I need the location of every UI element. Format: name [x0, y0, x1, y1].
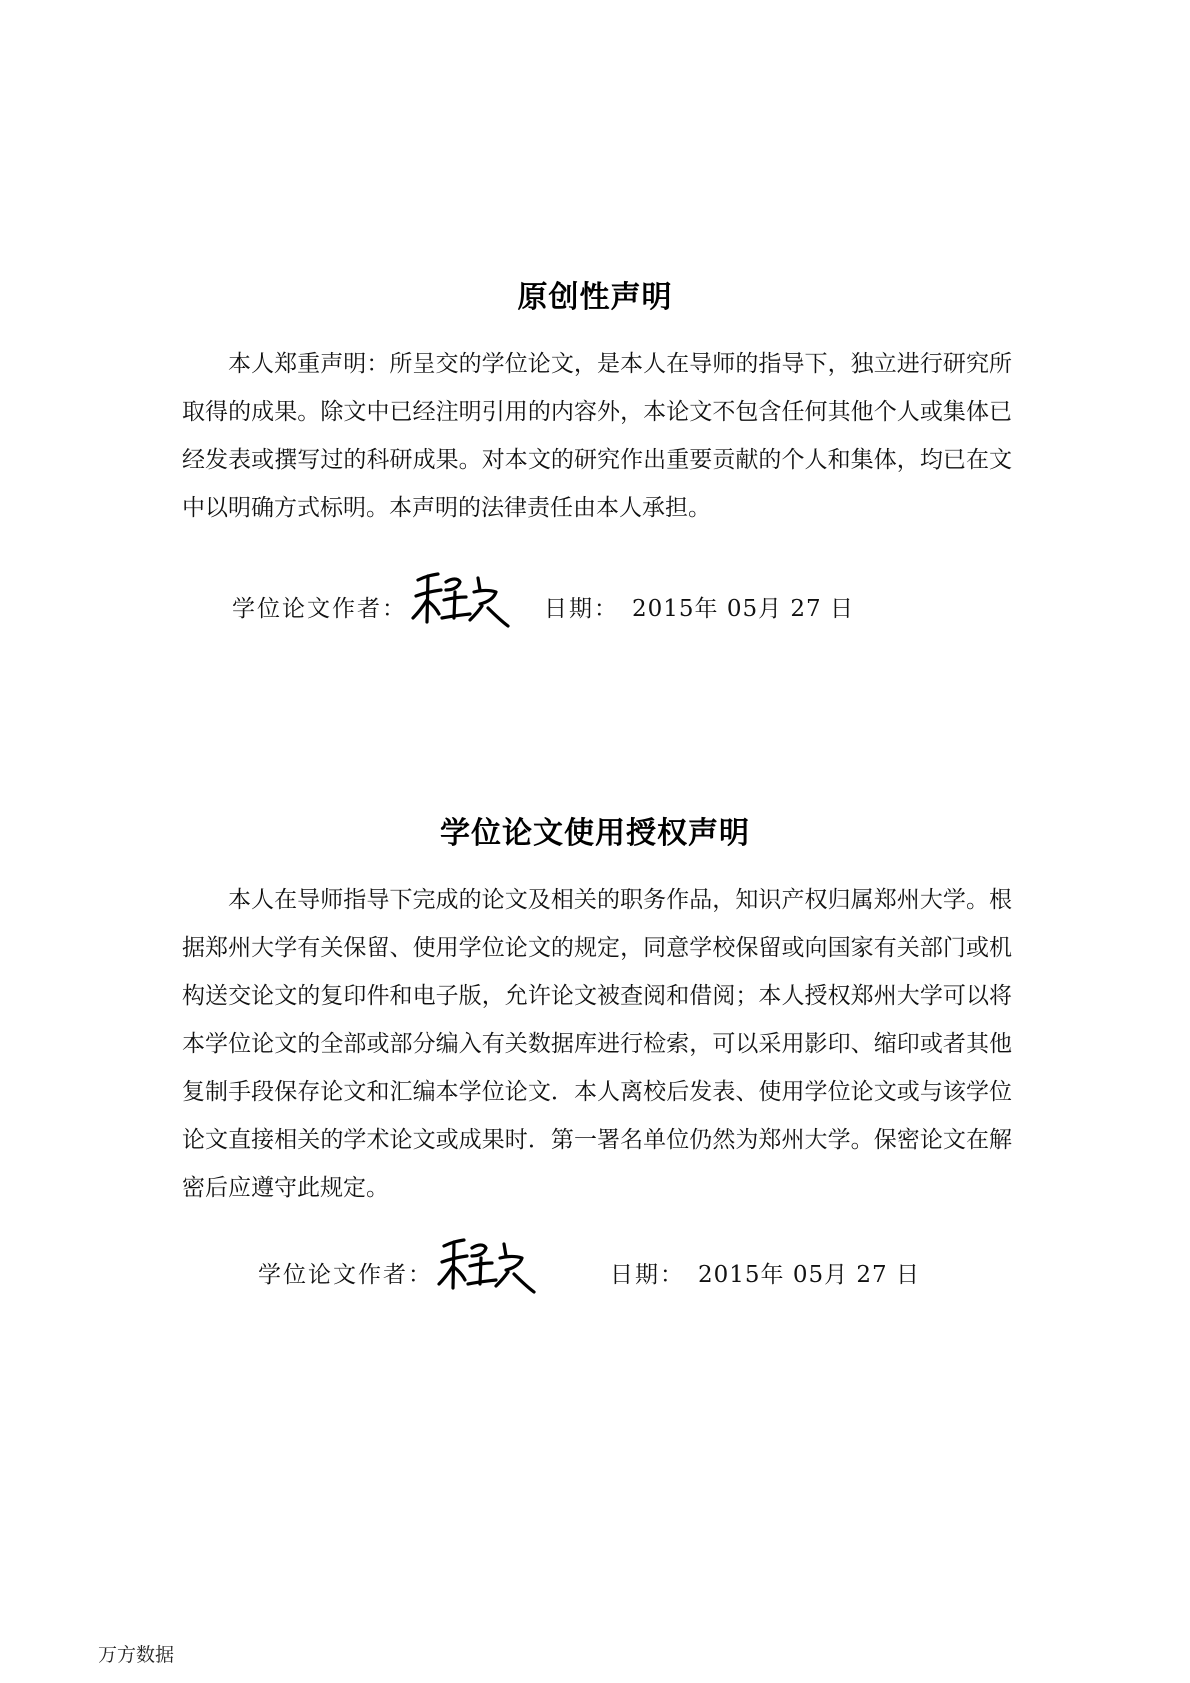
authorization-body: 本人在导师指导下完成的论文及相关的职务作品，知识产权归属郑州大学。根据郑州大学有关保留、使用学位论文的规定，同意学校保留或向国家有关部门或机构送交论文的复印件和电子版，允许论文被查阅和借阅；本人授权郑州大学可以将本学位论文的全部或部分编入有关数据库进行检索，可以采用影印、缩印或者其他复制手段保存论文和汇编本学位论文．本人离校后发表、使用学位论文或与该学位论文直接相关的学术论文或成果时．第一署名单位仍然为郑州大学。保密论文在解密后应遵守此规定。 [182, 887, 1012, 1201]
authorization-sign-row [258, 1212, 958, 1302]
authorization-title: 学位论文使用授权声明 [440, 816, 750, 851]
author-label: 学位论文作者： [258, 1262, 433, 1288]
date-label: 日期： [544, 596, 619, 622]
author-signature [434, 1212, 544, 1298]
signature-text: 程点 [408, 546, 454, 572]
footer-watermark: 万方数据 [98, 1644, 175, 1666]
author-label: 学位论文作者： [232, 596, 407, 622]
originality-sign-row [232, 546, 932, 636]
signature-text: 程点 [434, 1212, 480, 1238]
author-signature [408, 546, 518, 632]
originality-body: 本人郑重声明：所呈交的学位论文，是本人在导师的指导下，独立进行研究所取得的成果。除文中已经注明引用的内容外，本论文不包含任何其他个人或集体已经发表或撰写过的科研成果。对本文的研究作出重要贡献的个人和集体，均已在文中以明确方式标明。本声明的法律责任由本人承担。 [182, 351, 1012, 521]
originality-title: 原创性声明 [517, 280, 673, 315]
date-value: 2015年 05月 27 日 [632, 596, 854, 622]
date-value: 2015年 05月 27 日 [698, 1262, 920, 1288]
date-label: 日期： [610, 1262, 685, 1288]
